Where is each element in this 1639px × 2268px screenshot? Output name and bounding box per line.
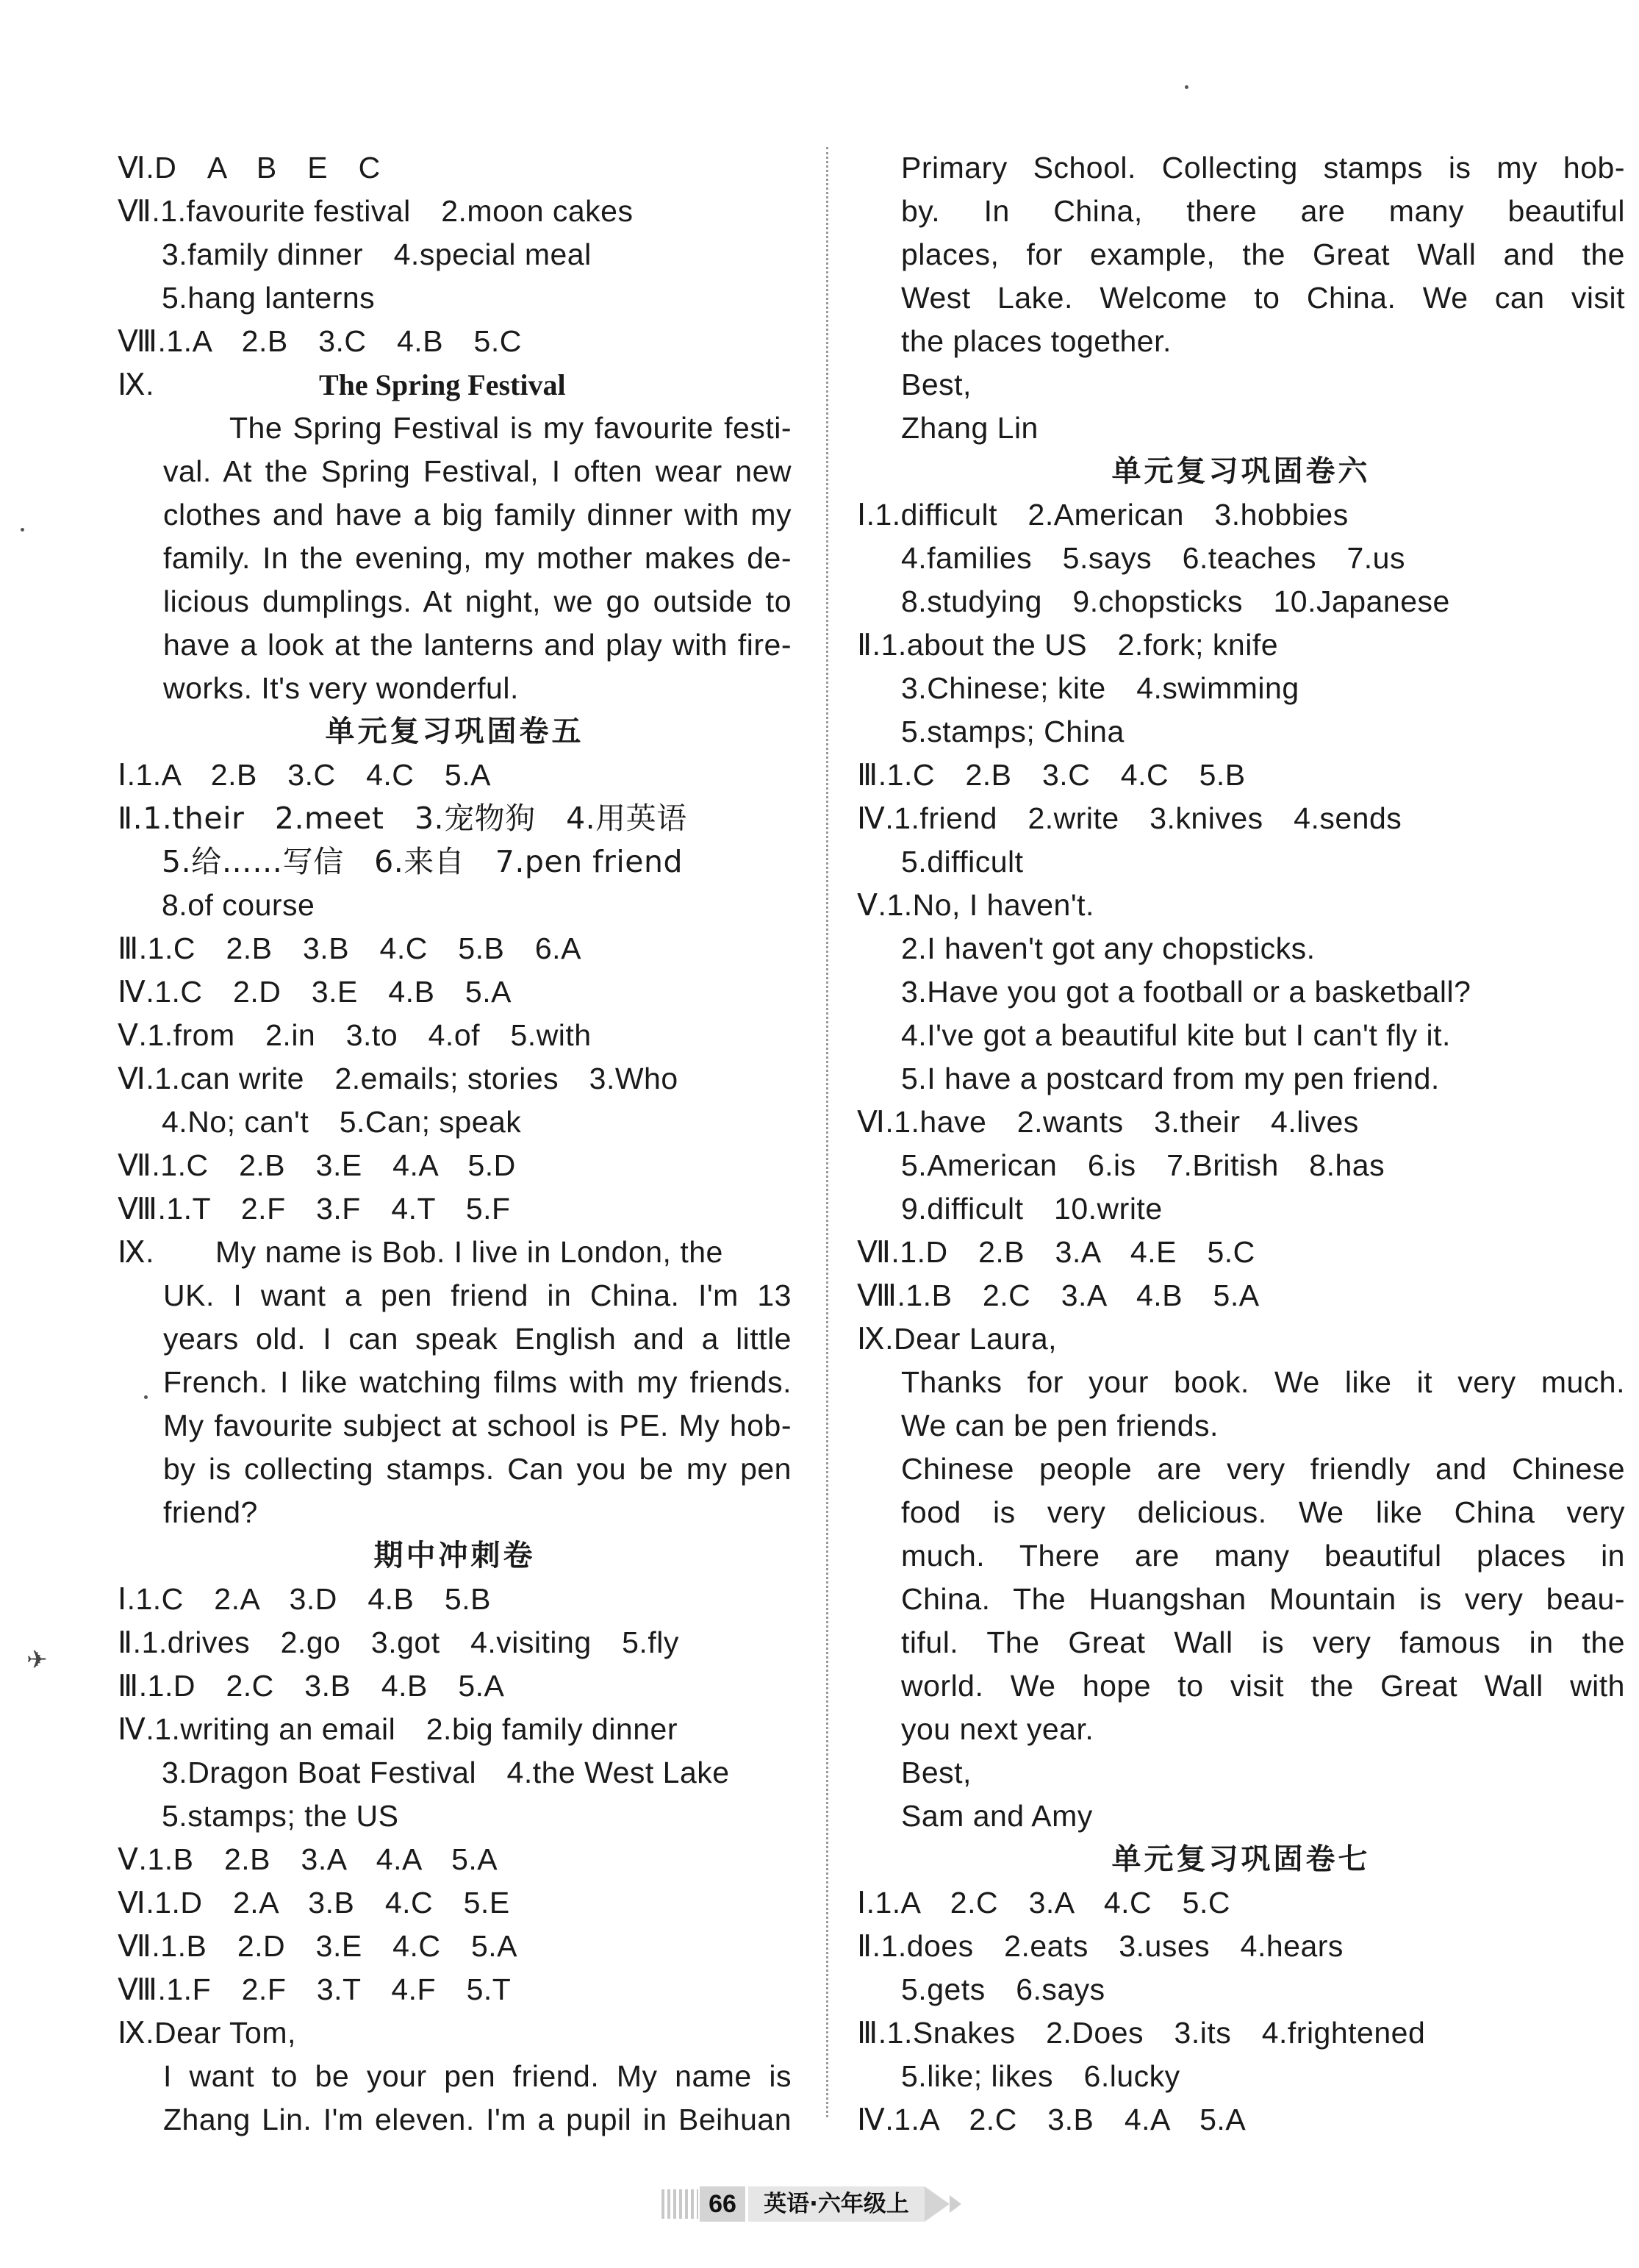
footer-label: 英语·六年级上 [748, 2186, 925, 2222]
answer-line: 8.studying 9.chopsticks 10.Japanese [901, 584, 1450, 618]
section-heading: 单元复习巩固卷七 [1111, 1842, 1371, 1876]
essay-line: by is collecting stamps. Can you be my pen [163, 1452, 792, 1486]
speck-mark [144, 1395, 148, 1399]
answer-line: Ⅳ.1.friend 2.write 3.knives 4.sends [857, 801, 1402, 835]
letter-line: Zhang Lin. I'm eleven. I'm a pupil in Beihuan [163, 2103, 792, 2136]
letter-line: Thanks for your book. We like it very much. [901, 1365, 1625, 1399]
answer-line: 2.I haven't got any chopsticks. [901, 931, 1316, 965]
answer-line: 4.I've got a beautiful kite but I can't fly it. [901, 1018, 1451, 1052]
answer-line: Ⅲ.1.C 2.B 3.C 4.C 5.B [857, 758, 1246, 792]
answer-line: Ⅳ.1.A 2.C 3.B 4.A 5.A [857, 2103, 1247, 2136]
answer-line: Ⅱ.1.does 2.eats 3.uses 4.hears [857, 1929, 1344, 1963]
letter-line: Ⅸ.Dear Laura, [857, 1322, 1058, 1356]
letter-line: Zhang Lin [901, 411, 1039, 445]
speck-mark [1185, 85, 1188, 89]
essay-line: clothes and have a big family dinner with my [163, 498, 792, 532]
essay-line: have a look at the lanterns and play with fire- [163, 628, 792, 662]
section-heading: 期中冲刺卷 [373, 1539, 536, 1573]
letter-line: the places together. [901, 324, 1172, 358]
letter-line: food is very delicious. We like China very [901, 1495, 1625, 1529]
bird-decoration-icon: ✈ [26, 1646, 48, 1674]
answer-line: 5.like; likes 6.lucky [901, 2059, 1180, 2093]
letter-line: Best, [901, 368, 972, 401]
answer-line: 4.No; can't 5.Can; speak [162, 1105, 522, 1139]
essay-line: French. I like watching films with my friends. [163, 1365, 792, 1399]
answer-line: 3.Chinese; kite 4.swimming [901, 671, 1299, 705]
answer-line: Ⅶ.1.D 2.B 3.A 4.E 5.C [857, 1235, 1255, 1269]
footer-bars-icon [661, 2189, 698, 2219]
essay-line: friend? [163, 1495, 258, 1529]
answer-line: Ⅷ.1.B 2.C 3.A 4.B 5.A [857, 1278, 1260, 1312]
answer-line: Ⅴ.1.No, I haven't. [857, 888, 1094, 922]
letter-line: West Lake. Welcome to China. We can visit [901, 281, 1625, 315]
speck-mark [21, 528, 24, 532]
answer-line: Ⅵ.D A B E C [118, 151, 381, 185]
answer-line: 3.Have you got a football or a basketball? [901, 975, 1471, 1009]
answer-line: Ⅱ.1.about the US 2.fork; knife [857, 628, 1279, 662]
section-heading: 单元复习巩固卷五 [325, 715, 584, 748]
answer-line: Ⅳ.1.writing an email 2.big family dinner [118, 1712, 678, 1746]
essay-line: works. It's very wonderful. [163, 671, 519, 705]
answer-line: Ⅰ.1.A 2.B 3.C 4.C 5.A [118, 758, 491, 792]
answer-line: Ⅲ.1.C 2.B 3.B 4.C 5.B 6.A [118, 931, 581, 965]
letter-line: world. We hope to visit the Great Wall with [901, 1669, 1625, 1703]
answer-line: Ⅶ.1.favourite festival 2.moon cakes [118, 194, 634, 228]
answer-line: 5.American 6.is 7.British 8.has [901, 1148, 1385, 1182]
answer-line: 5.I have a postcard from my pen friend. [901, 1062, 1440, 1095]
answer-line: Ⅰ.1.difficult 2.American 3.hobbies [857, 498, 1349, 532]
essay-line: years old. I can speak English and a little [163, 1322, 792, 1356]
page-footer [661, 2185, 985, 2223]
footer-arrow-icon [925, 2186, 950, 2222]
answer-line: Ⅶ.1.B 2.D 3.E 4.C 5.A [118, 1929, 518, 1963]
letter-line: I want to be your pen friend. My name is [163, 2059, 792, 2093]
letter-line: tiful. The Great Wall is very famous in the [901, 1625, 1625, 1659]
answer-line: 5.stamps; the US [162, 1799, 399, 1833]
letter-line: much. There are many beautiful places in [901, 1539, 1625, 1573]
section-heading: 单元复习巩固卷六 [1111, 454, 1371, 488]
answer-line: Ⅵ.1.have 2.wants 3.their 4.lives [857, 1105, 1359, 1139]
letter-line: places, for example, the Great Wall and the [901, 237, 1625, 271]
answer-line: Ⅴ.1.from 2.in 3.to 4.of 5.with [118, 1018, 592, 1052]
answer-line: Ⅰ.1.A 2.C 3.A 4.C 5.C [857, 1886, 1230, 1920]
letter-line: Primary School. Collecting stamps is my hob- [901, 151, 1625, 185]
answer-line: 5.difficult [901, 845, 1024, 879]
letter-line: Chinese people are very friendly and Chinese [901, 1452, 1625, 1486]
column-divider [826, 147, 828, 2117]
answer-line: Ⅵ.1.can write 2.emails; stories 3.Who [118, 1062, 678, 1095]
answer-line: 5.hang lanterns [162, 281, 376, 315]
essay-line: val. At the Spring Festival, I often wear new [163, 454, 792, 488]
answer-line: Ⅷ.1.A 2.B 3.C 4.B 5.C [118, 324, 522, 358]
essay-line: UK. I want a pen friend in China. I'm 13 [163, 1278, 792, 1312]
answer-line: 3.Dragon Boat Festival 4.the West Lake [162, 1756, 730, 1789]
answer-line: Ⅱ.1.their 2.meet 3.宠物狗 4.用英语 [118, 801, 687, 836]
letter-line: Sam and Amy [901, 1799, 1093, 1833]
answer-line: Ⅰ.1.C 2.A 3.D 4.B 5.B [118, 1582, 491, 1616]
answer-line: 5.给……写信 6.来自 7.pen friend [162, 844, 684, 879]
letter-line: you next year. [901, 1712, 1094, 1746]
essay-line: My favourite subject at school is PE. My hob- [163, 1409, 792, 1442]
essay-line: Ⅸ. My name is Bob. I live in London, the [118, 1235, 723, 1269]
answer-line: Ⅶ.1.C 2.B 3.E 4.A 5.D [118, 1148, 516, 1182]
footer-arrow-small-icon [950, 2195, 961, 2213]
answer-line: 9.difficult 10.write [901, 1192, 1163, 1226]
letter-line: Ⅸ.Dear Tom, [118, 2016, 296, 2050]
answer-line: Ⅱ.1.drives 2.go 3.got 4.visiting 5.fly [118, 1625, 679, 1659]
answer-line: 5.stamps; China [901, 715, 1125, 748]
letter-line: Best, [901, 1756, 972, 1789]
answer-line: Ⅸ. [118, 368, 155, 401]
answer-line: Ⅲ.1.Snakes 2.Does 3.its 4.frightened [857, 2016, 1426, 2050]
answer-line: Ⅴ.1.B 2.B 3.A 4.A 5.A [118, 1842, 498, 1876]
answer-line: 5.gets 6.says [901, 1972, 1105, 2006]
answer-line: Ⅳ.1.C 2.D 3.E 4.B 5.A [118, 975, 512, 1009]
answer-line: Ⅵ.1.D 2.A 3.B 4.C 5.E [118, 1886, 510, 1920]
letter-line: China. The Huangshan Mountain is very beau- [901, 1582, 1625, 1616]
essay-line: The Spring Festival is my favourite festi- [229, 411, 792, 445]
answer-line: 3.family dinner 4.special meal [162, 237, 592, 271]
answer-line: Ⅷ.1.F 2.F 3.T 4.F 5.T [118, 1972, 512, 2006]
letter-line: We can be pen friends. [901, 1409, 1219, 1442]
letter-line: by. In China, there are many beautiful [901, 194, 1625, 228]
essay-line: licious dumplings. At night, we go outside to [163, 584, 792, 618]
answer-line: 8.of course [162, 888, 315, 922]
essay-title: The Spring Festival [319, 368, 566, 401]
answer-line: Ⅲ.1.D 2.C 3.B 4.B 5.A [118, 1669, 505, 1703]
answer-line: 4.families 5.says 6.teaches 7.us [901, 541, 1405, 575]
page-number: 66 [700, 2186, 745, 2222]
essay-line: family. In the evening, my mother makes de- [163, 541, 792, 575]
answer-line: Ⅷ.1.T 2.F 3.F 4.T 5.F [118, 1192, 511, 1226]
